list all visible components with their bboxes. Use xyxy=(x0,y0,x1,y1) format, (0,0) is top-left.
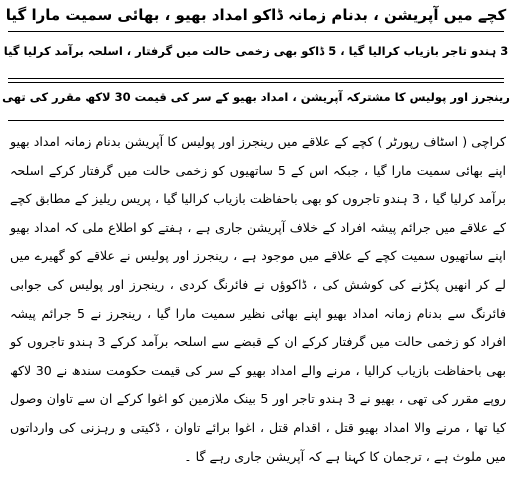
article-body: کراچی ( اسٹاف رپورٹر ) کچے کے علاقے میں رینجرز اور پولیس کا آپریشن بدنام زمانہ امداد بھیو اپنے بھائی سمیت مارا گیا ، جبکہ اس کے 5 ساتھیوں کو زخمی حالت میں گرفتار کرکے اسلحہ برآمد کرلیا گیا ، 3 ہندو تاجروں کو بھی باحفاظت بازیاب کرالیا گیا ، پریس ریلیز کے مطابق کچے کے علاقے میں جرائم پیشہ افراد کے خلاف آپریشن جاری ہے ، ہفتے کو اطلاع ملی کہ امداد بھیو اپنے ساتھیوں سمیت کچے کے علاقے میں موجود ہے ، رینجرز اور پولیس نے علاقے کو گھیرے میں لے کر انھیں پکڑنے کی کوشش کی ، ڈاکوؤں نے فائرنگ کردی ، رینجرز اور پولیس کی جوابی فائرنگ سے بدنام زمانہ امداد بھیو اپنے بھائی نظیر سمیت مارا گیا ، رینجرز نے 5 جرائم پیشہ افراد کو زخمی حالت میں گرفتار کرکے ان کے قبضے سے اسلحہ برآمد کرکے 3 ہندو تاجروں کو بھی باحفاظت بازیاب کرالیا ، مرنے والے امداد بھیو کے سر کی قیمت حکومت سندھ نے 30 لاکھ روپے مقرر کی تھی ، بھیو نے 3 ہندو تاجر اور 5 بینک ملازمین کو اغوا کرکے ان سے تاوان وصول کیا تھا ، مرنے والا امداد بھیو قتل ، اقدام قتل ، اغوا برائے تاوان ، ڈکیتی و رہزنی کی وارداتوں میں ملوث ہے ، ترجمان کا کہنا ہے کہ آپریشن جاری رہے گا ۔ xyxy=(10,134,506,464)
divider-line xyxy=(8,78,504,79)
top-headline: کچے میں آپریشن ، بدنام زمانہ ڈاکو امداد بھیو ، بھائی سمیت مارا گیا xyxy=(5,6,507,24)
divider-line xyxy=(8,120,504,121)
main-headline: 3 ہندو تاجر بازیاب کرالیا گیا ، 5 ڈاکو بھی زخمی حالت میں گرفتار ، اسلحہ برآمد کرلیا گیا xyxy=(3,44,509,58)
divider-line xyxy=(8,31,504,32)
divider-line xyxy=(8,82,504,83)
sub-headline: رینجرز اور پولیس کا مشترکہ آپریشن ، امداد بھیو کے سر کی قیمت 30 لاکھ مقرر کی تھی xyxy=(2,90,510,104)
